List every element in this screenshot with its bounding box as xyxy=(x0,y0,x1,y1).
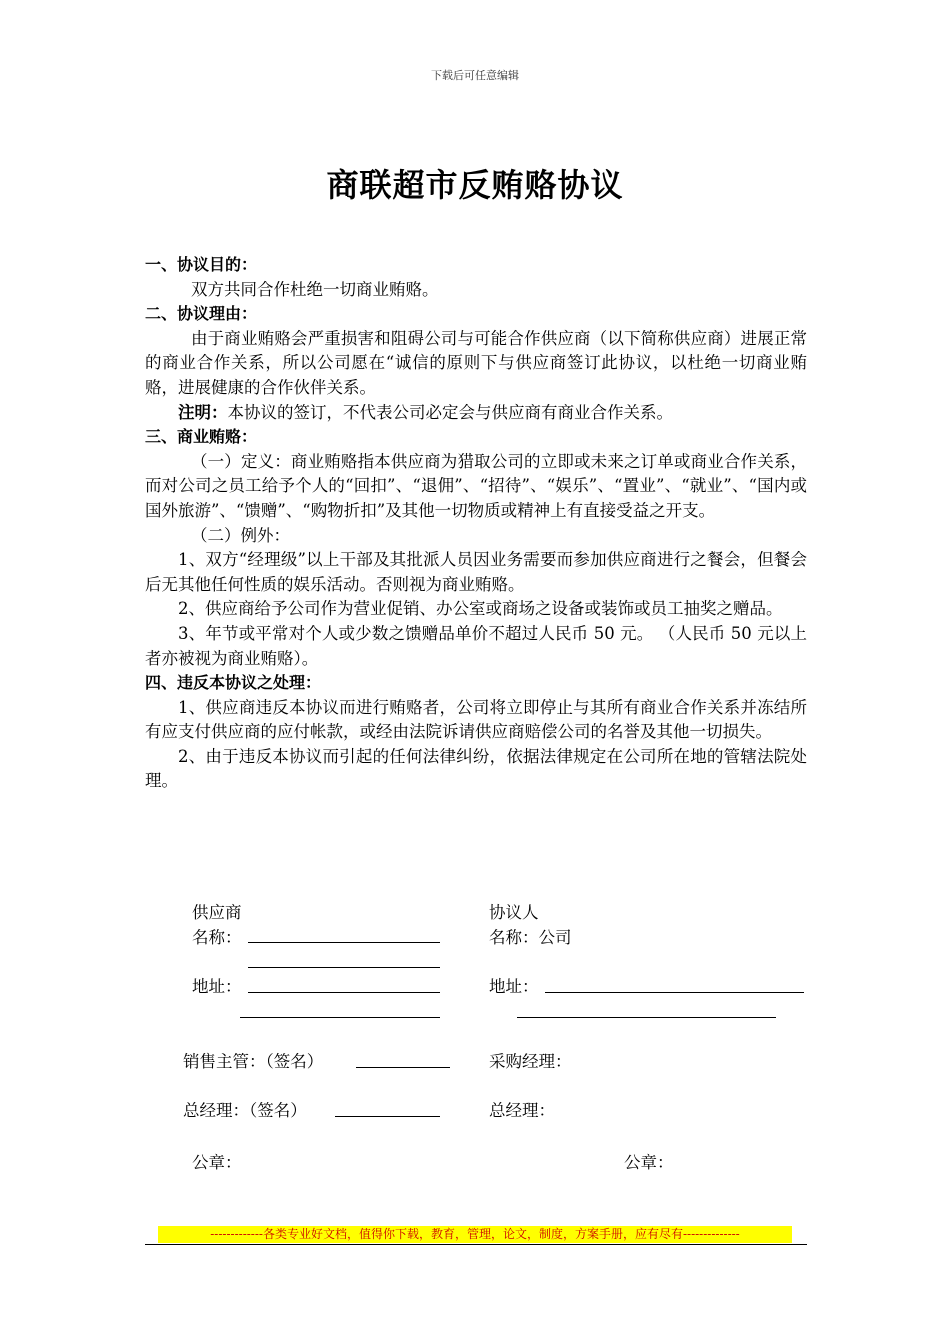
section-3-exception-3: 3、年节或平常对个人或少数之馈赠品单价不超过人民币 50 元。 （人民币 50 元以上者亦被视为商业贿赂）。 xyxy=(145,623,807,668)
section-3-exception-2: 2、供应商给予公司作为营业促销、办公室或商场之设备或装饰或员工抽奖之赠品。 xyxy=(178,599,783,619)
supplier-party-label: 供应商 xyxy=(192,903,242,922)
supplier-name-line xyxy=(248,942,440,943)
section-4-paragraph-1: 1、供应商违反本协议而进行贿赂者，公司将立即停止与其所有商业合作关系并冻结所有应支付供应商的应付帐款，或经由法院诉请供应商赔偿公司的名誉及其他一切损失。 xyxy=(145,697,807,742)
document-body xyxy=(145,253,807,794)
company-name-label: 名称：公司 xyxy=(489,928,572,947)
section-3-definition: （一）定义：商业贿赂指本供应商为猎取公司的立即或未来之订单或商业合作关系，而对公司之员工给予个人的“回扣”、“退佣”、“招待”、“娱乐”、“置业”、“就业”、“国内或国外旅游”、“馈赠”、“购物折扣”及其他一切物质或精神上有直接受益之开支。 xyxy=(145,451,807,520)
section-3-exceptions-heading: （二）例外： xyxy=(191,525,290,545)
supplier-name-line-2 xyxy=(248,967,440,968)
footer-banner: -------------各类专业好文档，值得你下载，教育，管理，论文，制度，方案手册，应有尽有-------------- xyxy=(158,1226,792,1243)
supplier-address-line-2 xyxy=(240,1017,440,1018)
document-title: 商联超市反贿赂协议 xyxy=(326,166,624,204)
footer-divider xyxy=(145,1244,807,1245)
supplier-address-line xyxy=(248,992,440,993)
section-3-heading: 三、商业贿赂： xyxy=(145,427,258,447)
sales-manager-signature-line xyxy=(356,1067,450,1068)
section-4-heading: 四、违反本协议之处理： xyxy=(145,673,322,693)
supplier-gm-signature-line xyxy=(335,1116,440,1117)
note-text: 本协议的签订，不代表公司必定会与供应商有商业合作关系。 xyxy=(227,402,673,422)
purchase-manager-label: 采购经理： xyxy=(489,1052,572,1071)
section-2-note xyxy=(145,401,807,426)
company-gm-label: 总经理： xyxy=(489,1101,555,1120)
section-4-paragraph-2: 2、由于违反本协议而引起的任何法律纠纷，依据法律规定在公司所在地的管辖法院处理。 xyxy=(145,746,807,791)
company-address-line-2 xyxy=(517,1017,776,1018)
sales-manager-label: 销售主管：（签名） xyxy=(183,1052,324,1071)
company-address-label: 地址： xyxy=(489,977,539,996)
company-seal-label: 公章： xyxy=(624,1153,674,1172)
note-label: 注明： xyxy=(178,402,228,422)
supplier-name-label: 名称： xyxy=(192,928,242,947)
company-address-line xyxy=(545,992,804,993)
company-party-label: 协议人 xyxy=(489,903,539,922)
section-2-paragraph: 由于商业贿赂会严重损害和阻碍公司与可能合作供应商（以下简称供应商）进展正常的商业合作关系，所以公司愿在“诚信的原则下与供应商签订此协议，以杜绝一切商业贿赂，进展健康的合作伙伴关系。 xyxy=(145,328,807,397)
section-1-heading: 一、协议目的： xyxy=(145,255,258,274)
section-3-exception-1: 1、双方“经理级”以上干部及其批派人员因业务需要而参加供应商进行之餐会，但餐会后无其他任何性质的娱乐活动。否则视为商业贿赂。 xyxy=(145,550,807,594)
supplier-seal-label: 公章： xyxy=(192,1153,242,1172)
supplier-gm-label: 总经理：（签名） xyxy=(183,1101,307,1120)
supplier-address-label: 地址： xyxy=(192,977,242,996)
header-note: 下载后可任意编辑 xyxy=(431,69,519,82)
section-1-paragraph: 双方共同合作杜绝一切商业贿赂。 xyxy=(191,279,439,299)
section-2-heading: 二、协议理由： xyxy=(145,304,258,324)
